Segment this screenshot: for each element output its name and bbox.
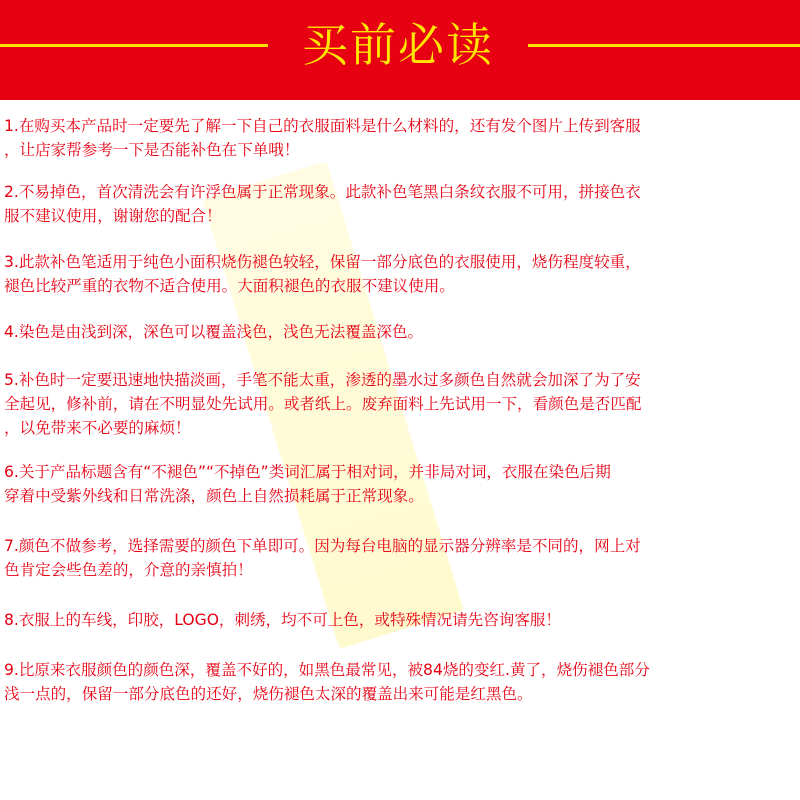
rule-item-3: [4, 250, 798, 298]
rule-line: 浅一点的，保留一部分底色的还好，烧伤褪色太深的覆盖出来可能是红黑色。: [4, 685, 533, 703]
rule-line: 褪色比较严重的衣物不适合使用。大面积褪色的衣服不建议使用。: [4, 277, 455, 295]
rule-line: 1.在购买本产品时一定要先了解一下自己的衣服面料是什么材料的，还有发个图片上传到客服: [4, 117, 641, 135]
rule-line: 5.补色时一定要迅速地快描淡画，手笔不能太重，渗透的墨水过多颜色自然就会加深了为了安: [4, 371, 641, 389]
header-banner: [0, 0, 800, 100]
rule-line: 2.不易掉色，首次清洗会有许浮色属于正常现象。此款补色笔黑白条纹衣服不可用，拼接色衣: [4, 183, 641, 201]
decorative-line-left: [0, 44, 268, 47]
rule-line: 全起见，修补前，请在不明显处先试用。或者纸上。废弃面料上先试用一下，看颜色是否匹配: [4, 395, 642, 413]
rule-line: ，以免带来不必要的麻烦！: [4, 419, 191, 437]
rule-item-8: [4, 608, 798, 632]
rule-line: 穿着中受紫外线和日常洗涤，颜色上自然损耗属于正常现象。: [4, 487, 424, 505]
rule-line: 3.此款补色笔适用于纯色小面积烧伤褪色较轻，保留一部分底色的衣服使用，烧伤程度较重，: [4, 253, 641, 271]
rule-line: ，让店家帮参考一下是否能补色在下单哦！: [4, 141, 300, 159]
rule-line: 服不建议使用，谢谢您的配合！: [4, 207, 222, 225]
rule-item-5: [4, 368, 798, 440]
rule-line: 4.染色是由浅到深，深色可以覆盖浅色，浅色无法覆盖深色。: [4, 323, 424, 341]
rule-item-4: [4, 320, 798, 344]
rule-line: 7.颜色不做参考，选择需要的颜色下单即可。因为每台电脑的显示器分辨率是不同的，网上对: [4, 537, 641, 555]
rule-line: 8.衣服上的车线，印胶，LOGO，刺绣，均不可上色，或特殊情况请先咨询客服！: [4, 611, 561, 629]
decorative-line-right: [528, 44, 800, 47]
rule-item-6: [4, 460, 798, 508]
rule-line: 6.关于产品标题含有“不褪色”“不掉色”类词汇属于相对词，并非局对词，衣服在染色后期: [4, 463, 611, 481]
rule-item-9: [4, 658, 798, 706]
rule-item-2: [4, 180, 798, 228]
rule-item-7: [4, 534, 798, 582]
rule-line: 色肯定会些色差的，介意的亲慎拍！: [4, 561, 253, 579]
rule-line: 9.比原来衣服颜色的颜色深，覆盖不好的，如黑色最常见，被84烧的变红.黄了，烧伤褪色部分: [4, 661, 650, 679]
rule-item-1: [4, 114, 798, 162]
page-title: 买前必读: [302, 18, 494, 72]
